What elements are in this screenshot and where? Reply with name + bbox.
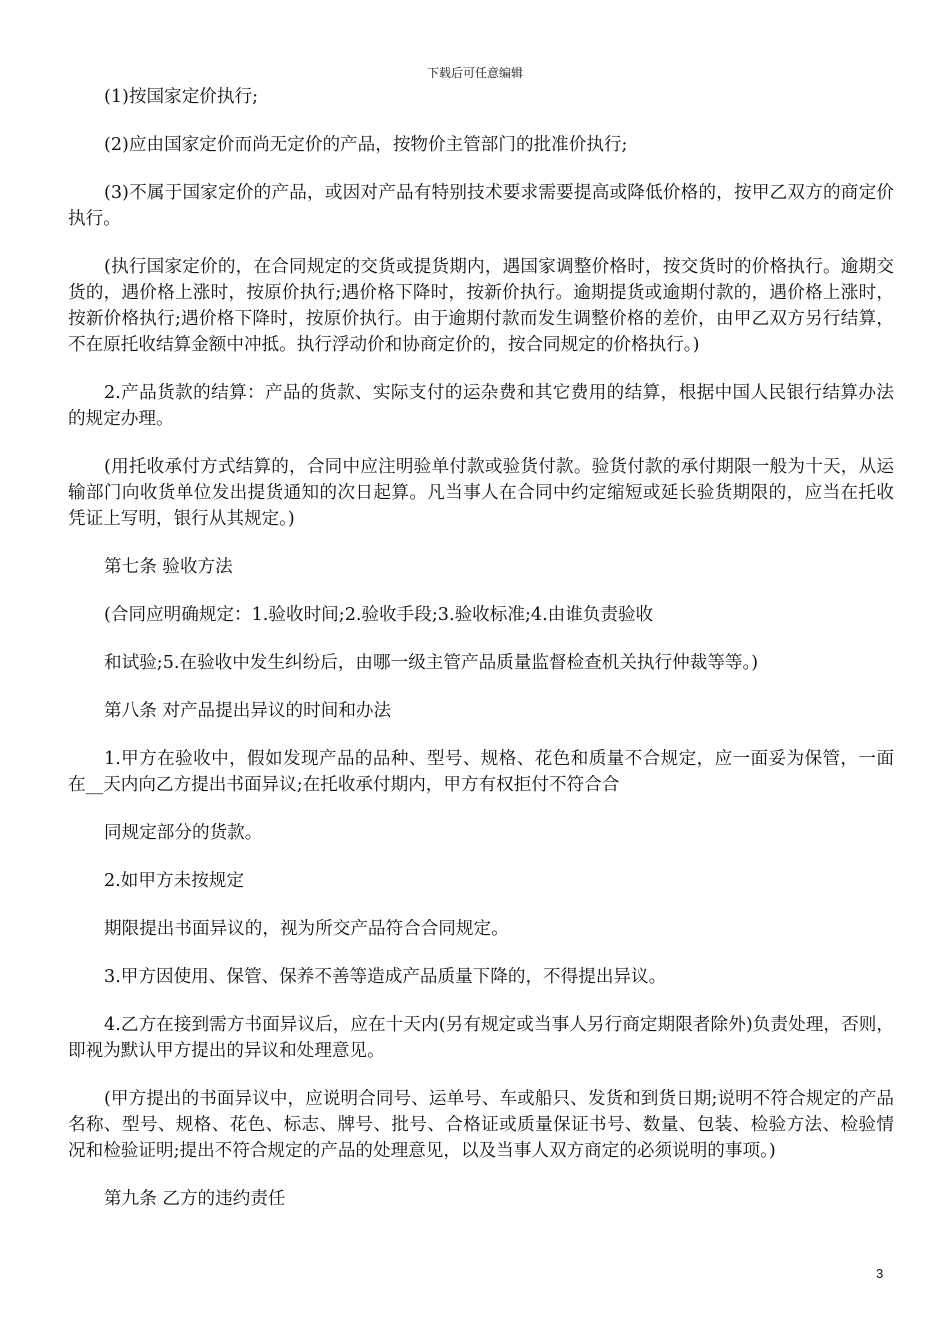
article-heading: 第七条 验收方法 [104, 557, 233, 577]
paragraph: (合同应明确规定：1.验收时间;2.验收手段;3.验收标准;4.由谁负责验收 [104, 605, 654, 625]
paragraph: 4.乙方在接到需方书面异议后，应在十天内(另有规定或当事人另行商定期限者除外)负责处理，否则，即视为默认甲方提出的异议和处理意见。 [68, 1015, 894, 1061]
paragraph: (用托收承付方式结算的，合同中应注明验单付款或验货付款。验货付款的承付期限一般为十天，从运输部门向收货单位发出提货通知的次日起算。凡当事人在合同中约定缩短或延长验货期限的，应当在托收凭证上写明，银行从其规定。) [68, 457, 894, 529]
paragraph: (2)应由国家定价而尚无定价的产品，按物价主管部门的批准价执行; [104, 135, 628, 155]
paragraph: 2.产品货款的结算：产品的货款、实际支付的运杂费和其它费用的结算，根据中国人民银行结算办法的规定办理。 [68, 383, 894, 429]
article-heading: 第九条 乙方的违约责任 [104, 1189, 286, 1209]
page-header: 下载后可任意编辑 [426, 66, 523, 80]
paragraph: (执行国家定价的，在合同规定的交货或提货期内，遇国家调整价格时，按交货时的价格执行。逾期交货的，遇价格上涨时，按原价执行;遇价格下降时，按新价执行。逾期提货或逾期付款的，遇价格上涨时，按新价格执行;遇价格下降时，按原价执行。由于逾期付款而发生调整价格的差价，由甲乙双方另行结算，不在原托收结算金额中冲抵。执行浮动价和协商定价的，按合同规定的价格执行。) [68, 257, 894, 355]
paragraph: 2.如甲方未按规定 [104, 871, 244, 891]
paragraph: 3.甲方因使用、保管、保养不善等造成产品质量下降的，不得提出异议。 [104, 967, 667, 987]
paragraph: (甲方提出的书面异议中，应说明合同号、运单号、车或船只、发货和到货日期;说明不符合规定的产品名称、型号、规格、花色、标志、牌号、批号、合格证或质量保证书号、数量、包装、检验方法、检验情况和检验证明;提出不符合规定的产品的处理意见，以及当事人双方商定的必须说明的事项。) [68, 1089, 894, 1161]
article-heading: 第八条 对产品提出异议的时间和办法 [104, 701, 392, 721]
paragraph: 同规定部分的货款。 [104, 823, 263, 843]
page-number: 3 [876, 1266, 884, 1281]
paragraph: 1.甲方在验收中，假如发现产品的品种、型号、规格、花色和质量不合规定，应一面妥为保管，一面在__天内向乙方提出书面异议;在托收承付期内，甲方有权拒付不符合合 [68, 749, 894, 795]
paragraph: (1)按国家定价执行; [104, 87, 259, 107]
paragraph: (3)不属于国家定价的产品，或因对产品有特别技术要求需要提高或降低价格的，按甲乙双方的商定价执行。 [68, 183, 894, 229]
paragraph: 和试验;5.在验收中发生纠纷后，由哪一级主管产品质量监督检查机关执行仲裁等等。) [104, 653, 759, 673]
paragraph: 期限提出书面异议的，视为所交产品符合合同规定。 [104, 919, 509, 939]
document-body [68, 84, 894, 1234]
